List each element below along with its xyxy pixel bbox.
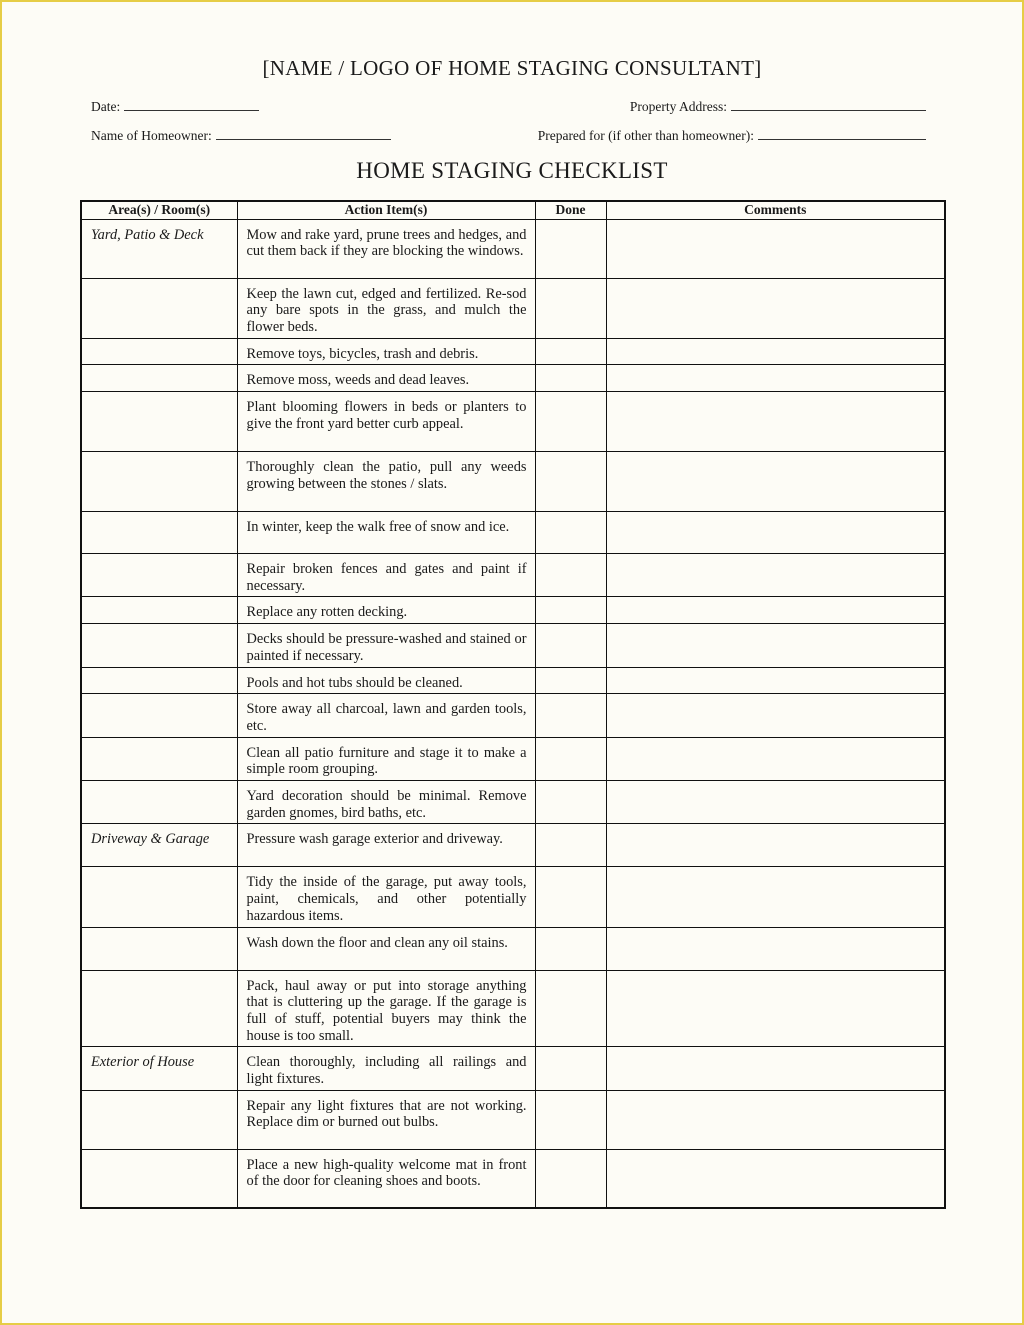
action-cell: Decks should be pressure-washed and stained or painted if necessary. <box>237 624 535 667</box>
area-cell <box>81 512 237 554</box>
table-row <box>81 927 945 970</box>
table-header-row <box>81 201 945 219</box>
prepared-for-label: Prepared for (if other than homeowner): <box>537 128 754 143</box>
table-row <box>81 624 945 667</box>
action-cell: Clean thoroughly, including all railings and light fixtures. <box>237 1047 535 1090</box>
checklist-table <box>80 200 946 1209</box>
area-cell <box>81 867 237 927</box>
done-cell[interactable] <box>535 624 606 667</box>
done-cell[interactable] <box>535 554 606 597</box>
comments-cell[interactable] <box>606 338 945 365</box>
column-header-area: Area(s) / Room(s) <box>81 201 237 219</box>
table-row <box>81 1149 945 1208</box>
action-cell: Clean all patio furniture and stage it to make a simple room grouping. <box>237 737 535 780</box>
done-cell[interactable] <box>535 597 606 624</box>
table-row <box>81 278 945 338</box>
comments-cell[interactable] <box>606 1149 945 1208</box>
table-row <box>81 597 945 624</box>
action-cell: Wash down the floor and clean any oil stains. <box>237 927 535 970</box>
prepared-for-blank-line[interactable] <box>758 127 926 140</box>
table-row <box>81 392 945 452</box>
done-cell[interactable] <box>535 824 606 867</box>
done-cell[interactable] <box>535 278 606 338</box>
action-cell: Remove moss, weeds and dead leaves. <box>237 365 535 392</box>
comments-cell[interactable] <box>606 824 945 867</box>
date-blank-line[interactable] <box>124 98 259 111</box>
action-cell: Pack, haul away or put into storage anything that is cluttering up the garage. If the garage is full of stuff, potential buyers may think the house is too small. <box>237 970 535 1047</box>
area-cell <box>81 278 237 338</box>
table-row <box>81 219 945 278</box>
table-row <box>81 452 945 512</box>
area-cell <box>81 927 237 970</box>
done-cell[interactable] <box>535 737 606 780</box>
comments-cell[interactable] <box>606 597 945 624</box>
comments-cell[interactable] <box>606 219 945 278</box>
done-cell[interactable] <box>535 667 606 694</box>
homeowner-label: Name of Homeowner: <box>91 128 212 143</box>
homeowner-field <box>91 127 391 144</box>
comments-cell[interactable] <box>606 624 945 667</box>
consultant-name-placeholder: [NAME / LOGO OF HOME STAGING CONSULTANT] <box>262 56 762 80</box>
done-cell[interactable] <box>535 1090 606 1149</box>
action-cell: Tidy the inside of the garage, put away tools, paint, chemicals, and other potentially hazardous items. <box>237 867 535 927</box>
done-cell[interactable] <box>535 452 606 512</box>
table-row <box>81 867 945 927</box>
property-address-label: Property Address: <box>629 99 727 114</box>
action-cell: Keep the lawn cut, edged and fertilized. Re-sod any bare spots in the grass, and mulch the flower beds. <box>237 278 535 338</box>
area-cell: Exterior of House <box>81 1047 237 1090</box>
homeowner-blank-line[interactable] <box>216 127 391 140</box>
column-header-action: Action Item(s) <box>237 201 535 219</box>
table-row <box>81 365 945 392</box>
comments-cell[interactable] <box>606 1047 945 1090</box>
action-cell: Yard decoration should be minimal. Remove garden gnomes, bird baths, etc. <box>237 781 535 824</box>
table-row <box>81 694 945 737</box>
action-cell: Pools and hot tubs should be cleaned. <box>237 667 535 694</box>
comments-cell[interactable] <box>606 694 945 737</box>
table-row <box>81 667 945 694</box>
action-cell: Replace any rotten decking. <box>237 597 535 624</box>
action-cell: Pressure wash garage exterior and driveway. <box>237 824 535 867</box>
action-cell: Place a new high-quality welcome mat in front of the door for cleaning shoes and boots. <box>237 1149 535 1208</box>
comments-cell[interactable] <box>606 1090 945 1149</box>
area-cell <box>81 781 237 824</box>
action-cell: Repair any light fixtures that are not working. Replace dim or burned out bulbs. <box>237 1090 535 1149</box>
done-cell[interactable] <box>535 392 606 452</box>
comments-cell[interactable] <box>606 512 945 554</box>
property-address-field <box>630 98 926 115</box>
area-cell <box>81 624 237 667</box>
comments-cell[interactable] <box>606 737 945 780</box>
action-cell: Thoroughly clean the patio, pull any weeds growing between the stones / slats. <box>237 452 535 512</box>
action-cell: Repair broken fences and gates and paint if necessary. <box>237 554 535 597</box>
done-cell[interactable] <box>535 867 606 927</box>
action-cell: Mow and rake yard, prune trees and hedges, and cut them back if they are blocking the windows. <box>237 219 535 278</box>
comments-cell[interactable] <box>606 365 945 392</box>
done-cell[interactable] <box>535 927 606 970</box>
comments-cell[interactable] <box>606 867 945 927</box>
action-cell: Plant blooming flowers in beds or planters to give the front yard better curb appeal. <box>237 392 535 452</box>
table-row <box>81 737 945 780</box>
table-row <box>81 1047 945 1090</box>
column-header-comments: Comments <box>606 201 945 219</box>
area-cell: Driveway & Garage <box>81 824 237 867</box>
area-cell <box>81 392 237 452</box>
table-row <box>81 1090 945 1149</box>
comments-cell[interactable] <box>606 970 945 1047</box>
area-cell <box>81 970 237 1047</box>
date-field <box>91 98 259 115</box>
checklist-title: HOME STAGING CHECKLIST <box>356 158 668 183</box>
area-cell <box>81 667 237 694</box>
property-address-blank-line[interactable] <box>731 98 926 111</box>
table-row <box>81 338 945 365</box>
comments-cell[interactable] <box>606 667 945 694</box>
comments-cell[interactable] <box>606 554 945 597</box>
table-row <box>81 554 945 597</box>
action-cell: In winter, keep the walk free of snow and ice. <box>237 512 535 554</box>
done-cell[interactable] <box>535 1047 606 1090</box>
comments-cell[interactable] <box>606 392 945 452</box>
area-cell: Yard, Patio & Deck <box>81 219 237 278</box>
comments-cell[interactable] <box>606 278 945 338</box>
comments-cell[interactable] <box>606 927 945 970</box>
done-cell[interactable] <box>535 338 606 365</box>
done-cell[interactable] <box>535 219 606 278</box>
area-cell <box>81 452 237 512</box>
table-row <box>81 512 945 554</box>
area-cell <box>81 338 237 365</box>
action-cell: Store away all charcoal, lawn and garden tools, etc. <box>237 694 535 737</box>
done-cell[interactable] <box>535 512 606 554</box>
done-cell[interactable] <box>535 970 606 1047</box>
area-cell <box>81 1090 237 1149</box>
table-row <box>81 824 945 867</box>
done-cell[interactable] <box>535 1149 606 1208</box>
area-cell <box>81 597 237 624</box>
comments-cell[interactable] <box>606 452 945 512</box>
area-cell <box>81 554 237 597</box>
table-row <box>81 781 945 824</box>
area-cell <box>81 365 237 392</box>
date-label: Date: <box>91 99 121 114</box>
table-row <box>81 970 945 1047</box>
done-cell[interactable] <box>535 694 606 737</box>
area-cell <box>81 737 237 780</box>
column-header-done: Done <box>535 201 606 219</box>
area-cell <box>81 1149 237 1208</box>
action-cell: Remove toys, bicycles, trash and debris. <box>237 338 535 365</box>
prepared-for-field <box>538 127 926 144</box>
done-cell[interactable] <box>535 365 606 392</box>
done-cell[interactable] <box>535 781 606 824</box>
area-cell <box>81 694 237 737</box>
comments-cell[interactable] <box>606 781 945 824</box>
